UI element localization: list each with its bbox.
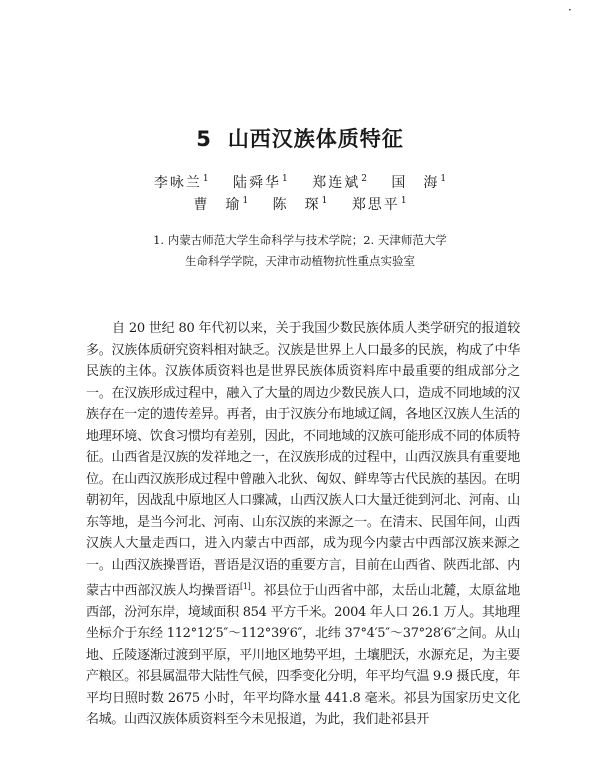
author: 陆舜华$^1$ [233,174,288,191]
author: 国 海$^1$ [391,174,447,191]
author: 陈 琛$^1$ [272,196,328,213]
affiliation-line-1: 1. 内蒙古师范大学生命科学与技术学院；2. 天津师范大学 [153,233,447,247]
author: 郑连斌$^2$ [312,174,367,191]
author-list-row-2 [0,192,600,214]
citation-ref[interactable]: [1] [240,582,251,591]
author: 李咏兰$^1$ [153,174,209,191]
corner-mark: · [568,3,572,17]
chapter-number: 5 [196,127,212,151]
author: 郑思平$^1$ [351,196,407,213]
body-text-part-1: 自 20 世纪 80 年代初以来，关于我国少数民族体质人类学研究的报道较多。汉族体质研究资料相对缺乏。汉族是世界上人口最多的民族，构成了中华民族的主体。汉族体质资料也是世界民族体质资料库中最重要的组成部分之一。在汉族形成过程中，融入了大量的周边少数民族人口，造成不同地域的汉族存在一定的遗传差异。再者，由于汉族分布地域辽阔，各地区汉族人生活的地理环境、饮食习惯均有差别，因此，不同地域的汉族可能形成不同的体质特征。山西省是汉族的发祥地之一，在汉族形成的过程中，山西汉族具有重要地位。在山西汉族形成过程中曾融入北狄、匈奴、鲜卑等古代民族的基因。在明朝初年，因战乱中原地区人口骤减，山西汉族人口大量迁徙到河北、河南、山东等地，是当今河北、河南、山东汉族的来源之一。在清末、民国年间，山西汉族人大量走西口，进入内蒙古中西部，成为现今内蒙古中西部汉族来源之一。山西汉族操晋语，晋语是汉语的重要方言，目前在山西省、陕西北部、内蒙古中西部汉族人均操晋语 [86,321,520,599]
author: 曹 瑜$^1$ [193,196,249,213]
author-list-row-1 [0,170,600,192]
affiliation-line-2: 生命科学学院，天津市动植物抗性重点实验室 [185,254,415,268]
body-text [86,318,520,731]
body-text-part-2: 。祁县位于山西省中部，太岳山北麓，太原盆地西部，汾河东岸，境域面积 854 平方千米。2004 年人口 26.1 万人。其地理坐标介于东经 112°12′5″～112°39′6″，北纬 37°4′5″～37°28′6″之间。从山地、丘陵逐渐过渡到平原，平川地区地势平坦，土壤肥沃，水源充足，为主要产粮区。祁县属温带大陆性气候，四季变化分明，年平均气温 9.9 摄氏度，年平均日照时数 2675 小时，年平均降水量 441.8 毫米。祁县为国家历史文化名城。山西汉族体质资料至今未见报道，为此，我们赴祁县开 [86,583,521,728]
chapter-title-text: 山西汉族体质特征 [227,127,404,151]
chapter-title [0,126,600,152]
body-paragraph [86,318,520,731]
